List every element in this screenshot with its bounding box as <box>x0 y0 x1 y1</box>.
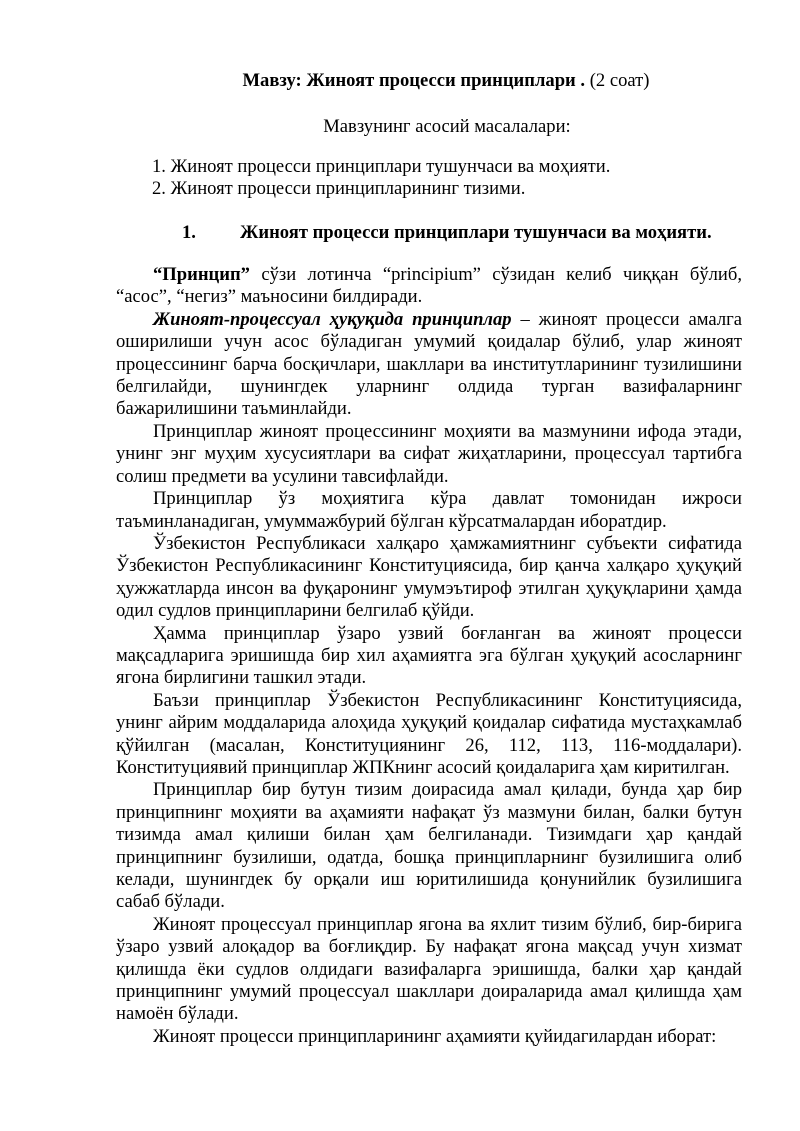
document-subtitle: Мавзунинг асосий масалалари: <box>323 116 571 138</box>
paragraph: Ҳамма принциплар ўзаро узвий боғланган ва жиноят процесси мақсадларига эришишда бир хил аҳамиятга эга бўлган ҳуқуқий асосларнинг ягона бирлигини ташкил этади. <box>116 622 742 689</box>
document-page <box>116 70 742 1048</box>
section-title: Жиноят процесси принциплари тушунчаси ва моҳияти. <box>240 221 712 243</box>
paragraph: Ўзбекистон Республикаси халқаро ҳамжамиятнинг субъекти сифатида Ўзбекистон Республикасининг Конституциясида, бир қанча халқаро ҳуқуқий ҳужжатларда инсон ва фуқаронинг умумэътироф этилган ҳуқуқларини ҳамда одил судлов принципларини белгилаб қўйди. <box>116 532 742 622</box>
paragraph: Жиноят процессуал принциплар ягона ва яхлит тизим бўлиб, бир-бирига ўзаро узвий алоқадор ва боғлиқдир. Бу нафақат ягона мақсад учун хизмат қилишда ёки судлов олдидаги вазифаларга эришишда, балки ҳар қандай принципнинг умумий процессуал шакллари доираларида амал қилишда ҳам намоён бўлади. <box>116 913 742 1025</box>
paragraph: Принциплар жиноят процессининг моҳияти ва мазмунини ифода этади, унинг энг муҳим хусусиятлари ва сифат жиҳатларини, процессуал тартибга солиш предмети ва усулини тавсифлайди. <box>116 420 742 487</box>
title-text: Мавзу: Жиноят процесси принциплари . <box>242 70 586 91</box>
paragraph-text: сўзи лотинча “principium” сўзидан келиб чиққан бўлиб, “асос”, “негиз” маъносини билдиради. <box>116 264 742 308</box>
paragraph <box>116 309 742 421</box>
term-principle: “Принцип” <box>153 264 250 286</box>
document-title <box>150 70 742 92</box>
section-heading <box>182 222 742 244</box>
paragraph: Принциплар бир бутун тизим доирасида амал қилади, бунда ҳар бир принципнинг моҳияти ва аҳамияти нафақат ўз мазмуни билан, балки бутун тизимда амал қилиши билан ҳам белгиланади. Тизимдаги ҳар қандай принципнинг бузилиши, одатда, бошқа принципларнинг бузилишига олиб келади, шунингдек бу орқали иш юритилишида қонунийлик бузилишига сабаб бўлади. <box>116 779 742 913</box>
section-number: 1. <box>182 221 196 243</box>
paragraph: Баъзи принциплар Ўзбекистон Республикасининг Конституциясида, унинг айрим моддаларида алоҳида ҳуқуқий қоидалар сифатида мустаҳкамлаб қўйилган (масалан, Конституциянинг 26, 112, 113, 116-моддалари). Конституциявий принциплар ЖПКнинг асосий қоидаларига ҳам киритилган. <box>116 689 742 778</box>
paragraph: Принциплар ўз моҳиятига кўра давлат томонидан ижроси таъминланадиган, умуммажбурий бўлган кўрсатмалардан иборатдир. <box>116 488 742 532</box>
topic-item: 2. Жиноят процесси принципларининг тизими. <box>152 178 526 200</box>
topic-list <box>152 156 742 201</box>
term-definition: Жиноят-процессуал ҳуқуқида принциплар <box>153 308 512 330</box>
paragraph-text: – жиноят процесси амалга оширилиши учун асос бўладиган умумий қоидалар бўлиб, улар жиноят процессининг барча босқичлари, шакллари ва институтларининг тузилишини белгилайди, шунингдек уларнинг олдида турган вазифаларнинг бажарилишини таъминлайди. <box>116 308 742 420</box>
paragraph <box>116 264 742 309</box>
title-hours: (2 соат) <box>589 70 650 91</box>
topic-item: 1. Жиноят процесси принциплари тушунчаси ва моҳияти. <box>152 155 611 177</box>
paragraph: Жиноят процесси принципларининг аҳамияти қуйидагилардан иборат: <box>153 1025 717 1047</box>
body-text <box>116 264 742 1048</box>
